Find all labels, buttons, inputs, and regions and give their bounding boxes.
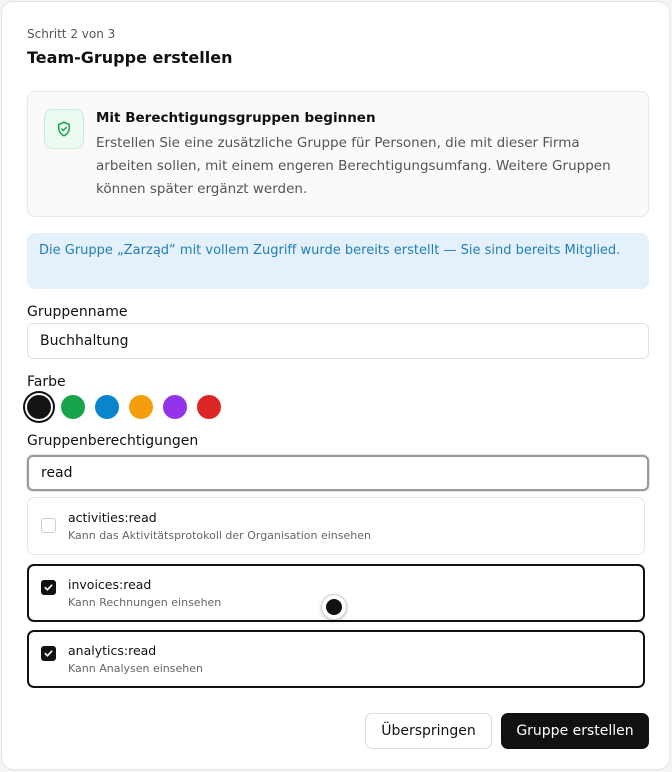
permission-name: invoices:read: [68, 577, 152, 592]
permission-description: Kann Analysen einsehen: [68, 662, 203, 675]
dialog-title: Team-Gruppe erstellen: [27, 48, 233, 67]
info-text: Erstellen Sie eine zusätzliche Gruppe für Personen, die mit dieser Firma arbeiten sollen, mit einem engeren Berechtigungsumfang. Weitere Gruppen können später ergänzt werden.: [96, 135, 611, 197]
permission-item-analytics-read[interactable]: [27, 630, 645, 688]
permission-checkbox[interactable]: [41, 580, 56, 595]
permission-checkbox[interactable]: [41, 646, 56, 661]
color-swatch-blue[interactable]: [95, 395, 119, 419]
color-swatch-orange[interactable]: [129, 395, 153, 419]
permission-description: Kann das Aktivitätsprotokoll der Organisation einsehen: [68, 529, 371, 542]
shield-check-icon: [44, 109, 84, 149]
pointer-cursor: [322, 595, 346, 619]
color-swatch-black[interactable]: [27, 395, 51, 419]
permission-checkbox[interactable]: [41, 518, 56, 533]
skip-button[interactable]: Überspringen: [365, 713, 492, 749]
color-swatch-green[interactable]: [61, 395, 85, 419]
group-name-label: Gruppenname: [27, 304, 128, 320]
permission-search-input[interactable]: [27, 455, 649, 491]
color-swatch-red[interactable]: [197, 395, 221, 419]
info-box: [27, 91, 649, 217]
color-label: Farbe: [27, 374, 66, 390]
checkmark-icon: [43, 582, 54, 593]
group-name-input[interactable]: [27, 323, 649, 359]
step-indicator: Schritt 2 von 3: [27, 27, 116, 41]
create-group-button[interactable]: Gruppe erstellen: [501, 713, 649, 749]
existing-group-notice: Die Gruppe „Zarząd“ mit vollem Zugriff wurde bereits erstellt — Sie sind bereits Mitglied.: [27, 233, 649, 289]
permission-item-activities-read[interactable]: [27, 497, 645, 555]
permission-description: Kann Rechnungen einsehen: [68, 596, 222, 609]
permission-name: analytics:read: [68, 643, 157, 658]
checkmark-icon: [43, 648, 54, 659]
permissions-label: Gruppenberechtigungen: [27, 433, 199, 449]
color-swatch-purple[interactable]: [163, 395, 187, 419]
permission-name: activities:read: [68, 510, 157, 525]
create-group-dialog: [1, 1, 670, 770]
info-title: Mit Berechtigungsgruppen beginnen: [96, 110, 376, 126]
